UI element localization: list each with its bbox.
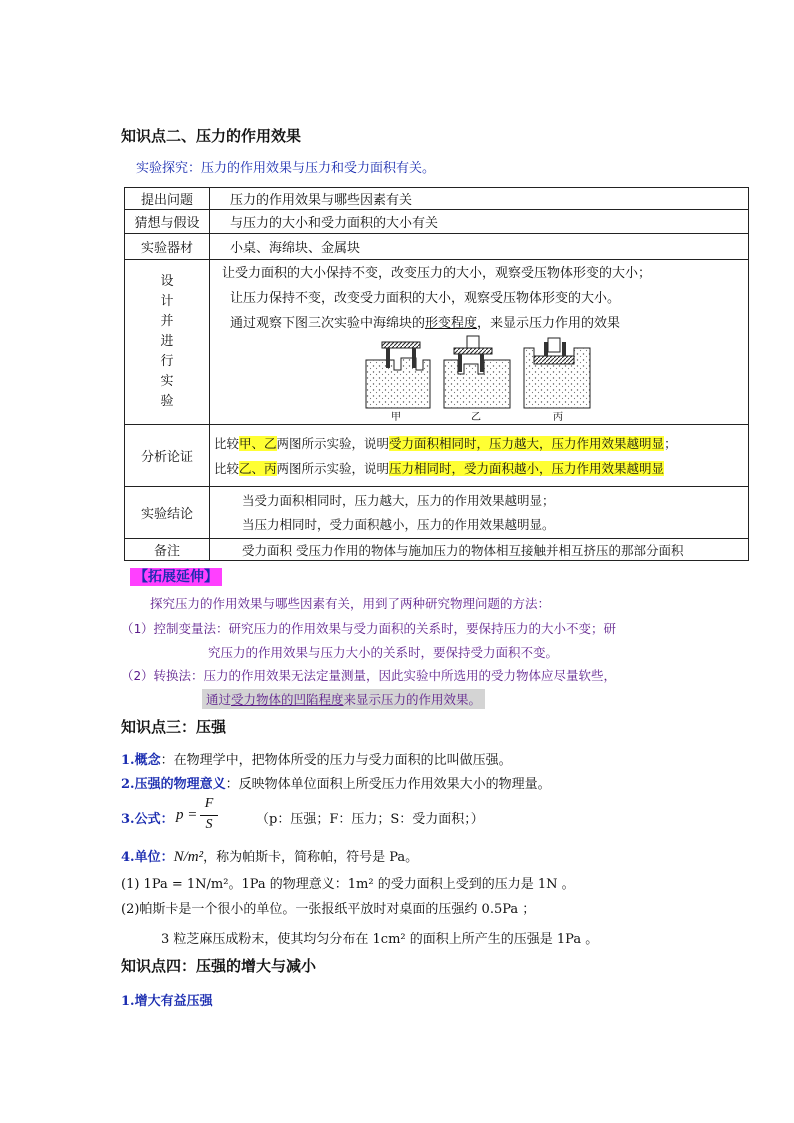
meaning-line: 2.压强的物理意义：反映物体单位面积上所受压力作用效果大小的物理量。: [121, 777, 551, 792]
design-label: 设 计 并 进 行 实 验: [125, 260, 210, 425]
figure-yi: [444, 336, 510, 422]
row-label: 实验器材: [125, 234, 210, 260]
figure-label-bing: 丙: [553, 412, 563, 422]
experiment-figure: [354, 334, 602, 422]
table-row-conclusion: [125, 487, 749, 539]
table-row-design: [125, 260, 749, 425]
analysis-line-1: 比较甲、乙两图所示实验，说明受力面积相同时，压力越大，压力作用效果越明显；: [214, 435, 677, 451]
analysis-content: [210, 425, 749, 487]
formula-lhs: p =: [176, 807, 198, 823]
row-content: 压力的作用效果与哪些因素有关: [210, 188, 749, 210]
experiment-intro: 实验探究：压力的作用效果与压力和受力面积有关。: [136, 161, 436, 176]
unit-line: 4.单位：N/m²，称为帕斯卡，简称帕，符号是 Pa。: [121, 849, 419, 865]
row-label: 提出问题: [125, 188, 210, 210]
section-title-pressure: 知识点三：压强: [121, 718, 227, 736]
method-1-line-2: 究压力的作用效果与压力大小的关系时，要保持受力面积不变。: [208, 645, 559, 660]
table-row: [125, 210, 749, 234]
table-row: [125, 188, 749, 210]
row-content: 小桌、海绵块、金属块: [210, 234, 749, 260]
row-content: 与压力的大小和受力面积的大小有关: [210, 210, 749, 234]
extension-tag: 【拓展延伸】: [130, 566, 222, 586]
formula-denominator: S: [205, 817, 213, 832]
unit-point-1: (1) 1Pa = 1N/m²。1Pa 的物理意义：1m² 的受力面积上受到的压力是 1N 。: [121, 877, 575, 892]
conclusion-content: 当受力面积相同时，压力越大，压力的作用效果越明显； 当压力相同时，受力面积越小，压力的作用效果越明显。: [210, 487, 749, 539]
extension-intro: 探究压力的作用效果与哪些因素有关，用到了两种研究物理问题的方法：: [150, 596, 551, 611]
note-label: 备注: [125, 539, 210, 561]
conclusion-label: 实验结论: [125, 487, 210, 539]
formula-note: （p：压强；F：压力；S：受力面积；）: [256, 812, 484, 827]
experiment-table: [124, 187, 749, 561]
analysis-label: 分析论证: [125, 425, 210, 487]
table-row-note: [125, 539, 749, 561]
table-row: [125, 234, 749, 260]
figure-label-yi: 乙: [471, 412, 481, 422]
unit-point-3: 3 粒芝麻压成粉末，使其均匀分布在 1cm² 的面积上所产生的压强是 1Pa 。: [161, 932, 599, 947]
method-2-line-2: 通过受力物体的凹陷程度来显示压力的作用效果。: [202, 689, 485, 709]
method-2-line-1: （2）转换法：压力的作用效果无法定量测量，因此实验中所选用的受力物体应尽量软些，: [121, 668, 617, 683]
row-label: 猜想与假设: [125, 210, 210, 234]
analysis-line-2: 比较乙、丙两图所示实验，说明压力相同时，受力面积越小，压力作用效果越明显: [214, 460, 665, 476]
subsection-increase-pressure: 1.增大有益压强: [121, 994, 213, 1009]
section-title-pressure-effect: 知识点二、压力的作用效果: [121, 127, 302, 145]
method-1-line-1: （1）控制变量法：研究压力的作用效果与受力面积的关系时，要保持压力的大小不变；研: [121, 621, 617, 636]
formula-line: 3.公式：: [121, 812, 174, 827]
section-title-pressure-change: 知识点四：压强的增大与减小: [121, 957, 317, 975]
design-line-3: 通过观察下图三次实验中海绵块的形变程度，来显示压力作用的效果: [230, 316, 621, 331]
table-row-analysis: [125, 425, 749, 487]
figure-label-jia: 甲: [391, 412, 401, 422]
unit-point-2: (2)帕斯卡是一个很小的单位。一张报纸平放时对桌面的压强约 0.5Pa ；: [121, 902, 536, 917]
design-line-1: 让受力面积的大小保持不变，改变压力的大小，观察受压物体形变的大小；: [222, 266, 652, 281]
fraction-bar: [200, 815, 218, 816]
concept-line: 1.概念：在物理学中，把物体所受的压力与受力面积的比叫做压强。: [121, 753, 512, 768]
design-line-2: 让压力保持不变，改变受力面积的大小，观察受压物体形变的大小。: [230, 291, 621, 306]
design-content: [210, 260, 749, 425]
note-content: 受力面积 受压力作用的物体与施加压力的物体相互接触并相互挤压的那部分面积: [210, 539, 749, 561]
figure-bing: [524, 338, 590, 422]
figure-jia: [366, 342, 430, 422]
formula-numerator: F: [204, 796, 214, 811]
